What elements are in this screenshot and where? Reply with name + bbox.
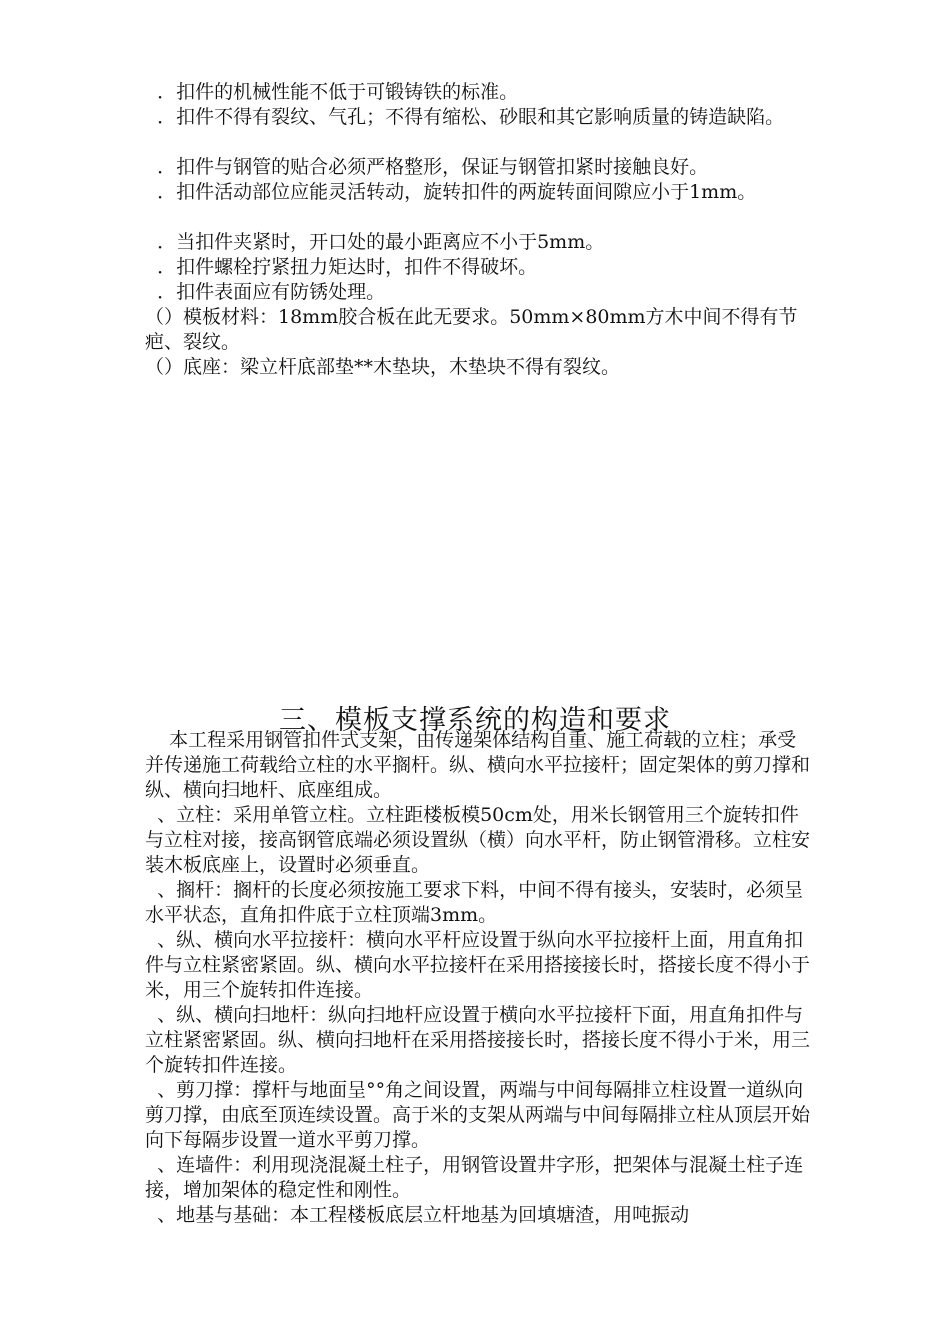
paragraph-fastener-defects: ．扣件不得有裂纹、气孔；不得有缩松、砂眼和其它影响质量的铸造缺陷。 (145, 106, 785, 128)
section-title: 三、模板支撑系统的构造和要求 (279, 705, 671, 737)
paragraph-fastener-mechanical: ．扣件的机械性能不低于可锻铸铁的标准。 (145, 81, 519, 103)
paragraph-fastener-rustproof: ．扣件表面应有防锈处理。 (145, 281, 386, 303)
paragraph-fastener-torque: ．扣件螺栓拧紧扭力矩达时，扣件不得破坏。 (145, 256, 538, 278)
paragraph-scissor-brace: 、剪刀撑：撑杆与地面呈°°角之间设置，两端与中间每隔排立柱设置一道纵向剪刀撑，由底至顶连续设置。高于米的支架从两端与中间每隔排立柱从顶层开始向下每隔步设置一道水平剪刀撑。 (145, 1079, 811, 1151)
paragraph-fastener-fit: ．扣件与钢管的贴合必须严格整形，保证与钢管扣紧时接触良好。 (145, 156, 709, 178)
paragraph-fastener-rotation: ．扣件活动部位应能灵活转动，旋转扣件的两旋转面间隙应小于1mm。 (145, 181, 757, 203)
paragraph-column: 、立柱：采用单管立柱。立柱距楼板模50cm处，用米长钢管用三个旋转扣件与立柱对接，接高钢管底端必须设置纵（横）向水平杆，防止钢管滑移。立柱安装木板底座上，设置时必须垂直。 (145, 804, 811, 876)
paragraph-foundation: 、地基与基础：本工程楼板底层立杆地基为回填塘渣，用吨振动 (145, 1204, 690, 1226)
paragraph-joist: 、搁杆：搁杆的长度必须按施工要求下料，中间不得有接头，安装时，必须呈水平状态，直角扣件底于立柱顶端3mm。 (145, 879, 804, 926)
paragraph-horizontal-tie: 、纵、横向水平拉接杆：横向水平杆应设置于纵向水平拉接杆上面，用直角扣件与立柱紧密紧固。纵、横向水平拉接杆在采用搭接接长时，搭接长度不得小于米，用三个旋转扣件连接。 (145, 929, 811, 1001)
paragraph-sweep-rod: 、纵、横向扫地杆：纵向扫地杆应设置于横向水平拉接杆下面，用直角扣件与立柱紧密紧固。纵、横向扫地杆在采用搭接接长时，搭接长度不得小于米，用三个旋转扣件连接。 (145, 1004, 811, 1076)
paragraph-intro: 本工程采用钢管扣件式支架，由传递架体结构自重、施工荷载的立柱；承受并传递施工荷载给立柱的水平搁杆。纵、横向水平拉接杆；固定架体的剪刀撑和纵、横向扫地杆、底座组成。 (145, 729, 811, 801)
paragraph-base: （）底座：梁立杆底部垫**木垫块，木垫块不得有裂纹。 (145, 356, 621, 378)
paragraph-fastener-opening: ．当扣件夹紧时，开口处的最小距离应不小于5mm。 (145, 231, 605, 253)
paragraph-formwork-material: （）模板材料：18mm胶合板在此无要求。50mm×80mm方木中间不得有节疤、裂纹。 (145, 306, 798, 353)
paragraph-wall-tie: 、连墙件：利用现浇混凝土柱子，用钢管设置井字形，把架体与混凝土柱子连接，增加架体的稳定性和刚性。 (145, 1154, 804, 1201)
